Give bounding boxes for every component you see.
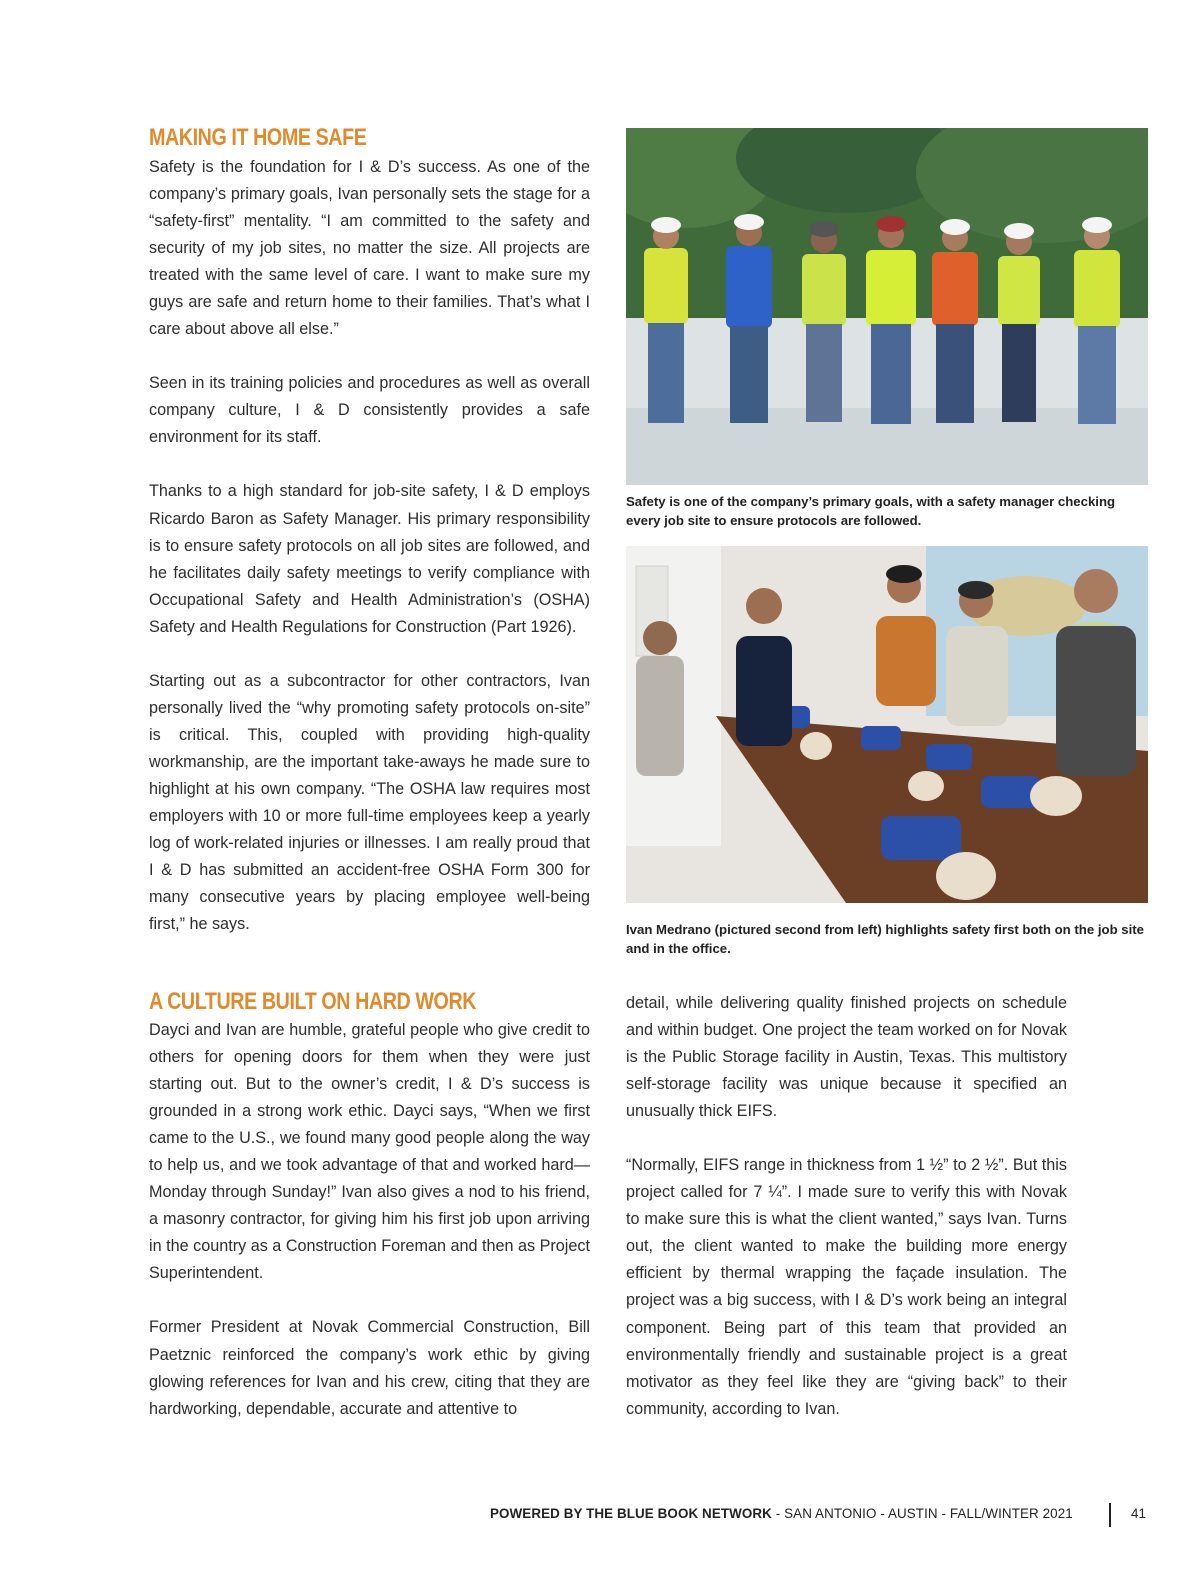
crew-safety-photo: [626, 128, 1148, 485]
paragraph: Thanks to a high standard for job-site safety, I & D employs Ricardo Baron as Safety Manager. His primary responsibility is to ensure safety protocols on all job sites are followed, and he facilitates daily safety meetings to verify compliance with Occupational Safety and Health Administration’s (OSHA) Safety and Health Regulations for Construction (Part 1926).: [149, 482, 590, 636]
paragraph: Former President at Novak Commercial Construction, Bill Paetznic reinforced the company’s work ethic by giving glowing references for Ivan and his crew, citing that they are hardworking, dependable, accurate and attentive to: [149, 1318, 590, 1418]
section-heading-hard-work: A CULTURE BUILT ON HARD WORK: [149, 988, 477, 1015]
page-number: 41: [1131, 1506, 1146, 1521]
cpr-training-photo: [626, 546, 1148, 903]
footer-divider: [1109, 1503, 1111, 1527]
page-footer: [490, 1506, 1090, 1521]
footer-brand: POWERED BY THE BLUE BOOK NETWORK: [490, 1506, 772, 1521]
paragraph: Safety is the foundation for I & D’s success. As one of the company’s primary goals, Ivan personally sets the stage for a “safety-first” mentality. “I am committed to the safety and security of my job sites, no matter the size. All projects are treated with the same level of care. I want to make sure my guys are safe and return home to their families. That’s what I care about above all else.”: [149, 158, 590, 339]
cpr-photo-caption: Ivan Medrano (pictured second from left) highlights safety first both on the job site and in the office.: [626, 922, 1145, 956]
section-heading-home-safe: MAKING IT HOME SAFE: [149, 124, 367, 151]
paragraph: “Normally, EIFS range in thickness from 1 ½” to 2 ½”. But this project called for 7 ¼”. I made sure to verify this with Novak to make sure this is what the client wanted,” says Ivan. Turns out, the client wanted to make the building more energy efficient by thermal wrapping the façade insulation. The project was a big success, with I & D’s work being an integral component. Being part of this team that provided an environmentally friendly and sustainable project is a great motivator as they feel like they are “giving back” to their community, according to Ivan.: [626, 1156, 1067, 1418]
paragraph: Seen in its training policies and procedures as well as overall company culture, I & D consistently provides a safe environment for its staff.: [149, 374, 590, 447]
section-hard-work-body: [149, 1017, 590, 1423]
paragraph: Starting out as a subcontractor for other contractors, Ivan personally lived the “why promoting safety protocols on-site” is critical. This, coupled with providing high-quality workmanship, are the important take-aways he made sure to highlight at his own company. “The OSHA law requires most employers with 10 or more full-time employees keep a yearly log of work-related injuries or illnesses. I am really proud that I & D has submitted an accident-free OSHA Form 300 for many consecutive years by placing employee well-being first,” he says.: [149, 671, 590, 934]
section-home-safe-body: [149, 154, 590, 938]
footer-edition: - SAN ANTONIO - AUSTIN - FALL/WINTER 2021: [771, 1506, 1073, 1521]
crew-photo-caption: Safety is one of the company’s primary goals, with a safety manager checking every job site to ensure protocols are followed.: [626, 494, 1116, 528]
right-column-body: [626, 990, 1067, 1423]
paragraph: Dayci and Ivan are humble, grateful people who give credit to others for opening doors for them when they were just starting out. But to the owner’s credit, I & D’s success is grounded in a strong work ethic. Dayci says, “When we first came to the U.S., we found many good people along the way to help us, and we took advantage of that and worked hard—Monday through Sunday!” Ivan also gives a nod to his friend, a masonry contractor, for giving him his first job upon arriving in the country as a Construction Foreman and then as Project Superintendent.: [149, 1021, 590, 1283]
paragraph: detail, while delivering quality finished projects on schedule and within budget. One project the team worked on for Novak is the Public Storage facility in Austin, Texas. This multistory self-storage facility was unique because it specified an unusually thick EIFS.: [626, 994, 1067, 1121]
